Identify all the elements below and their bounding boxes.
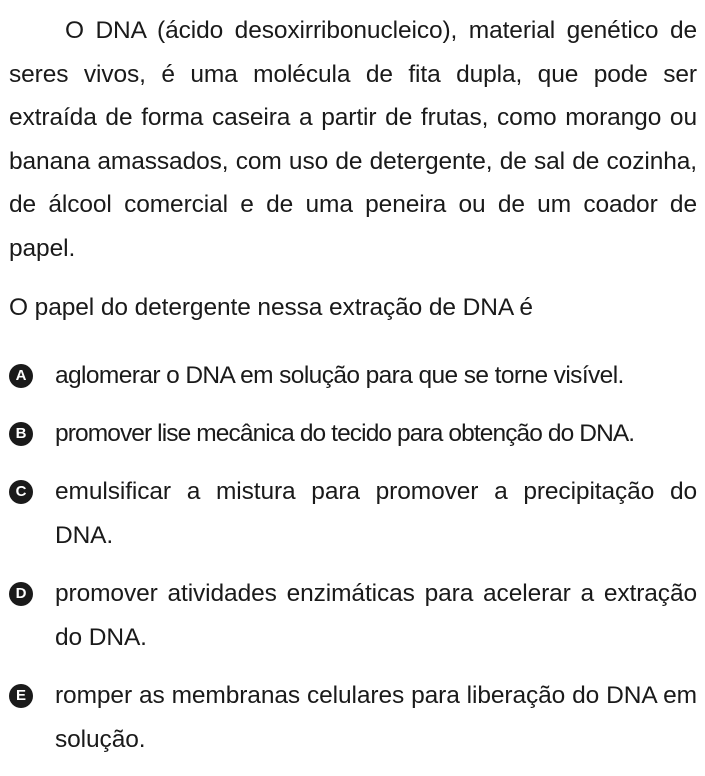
option-e[interactable] [9,674,697,762]
option-d-text: promover atividades enzimáticas para acelerar a extração do DNA. [55,579,697,651]
option-e-letter-badge: E [9,684,33,708]
option-c-letter-badge: C [9,480,33,504]
option-d[interactable] [9,572,697,660]
question-prompt: O papel do detergente nessa extração de DNA é [9,293,533,321]
question-stem-paragraph: O DNA (ácido desoxirribonucleico), material genético de seres vivos, é uma molécula de fita dupla, que pode ser extraída de forma caseira a partir de frutas, como morango ou banana amassados, com uso de detergente, de sal de cozinha, de álcool comercial e de uma peneira ou de um coador de papel. [9,17,697,262]
option-a-text: aglomerar o DNA em solução para que se torne visível. [55,361,624,389]
option-c[interactable] [9,470,697,558]
option-a[interactable] [9,354,697,398]
option-b-text: promover lise mecânica do tecido para obtenção do DNA. [55,419,635,447]
option-e-text: romper as membranas celulares para liberação do DNA em solução. [55,681,697,753]
option-a-letter-badge: A [9,364,33,388]
option-d-letter-badge: D [9,582,33,606]
option-c-text: emulsificar a mistura para promover a precipitação do DNA. [55,477,697,549]
answer-options-list [9,354,697,762]
option-b[interactable] [9,412,697,456]
option-b-letter-badge: B [9,422,33,446]
question-document [9,9,697,776]
